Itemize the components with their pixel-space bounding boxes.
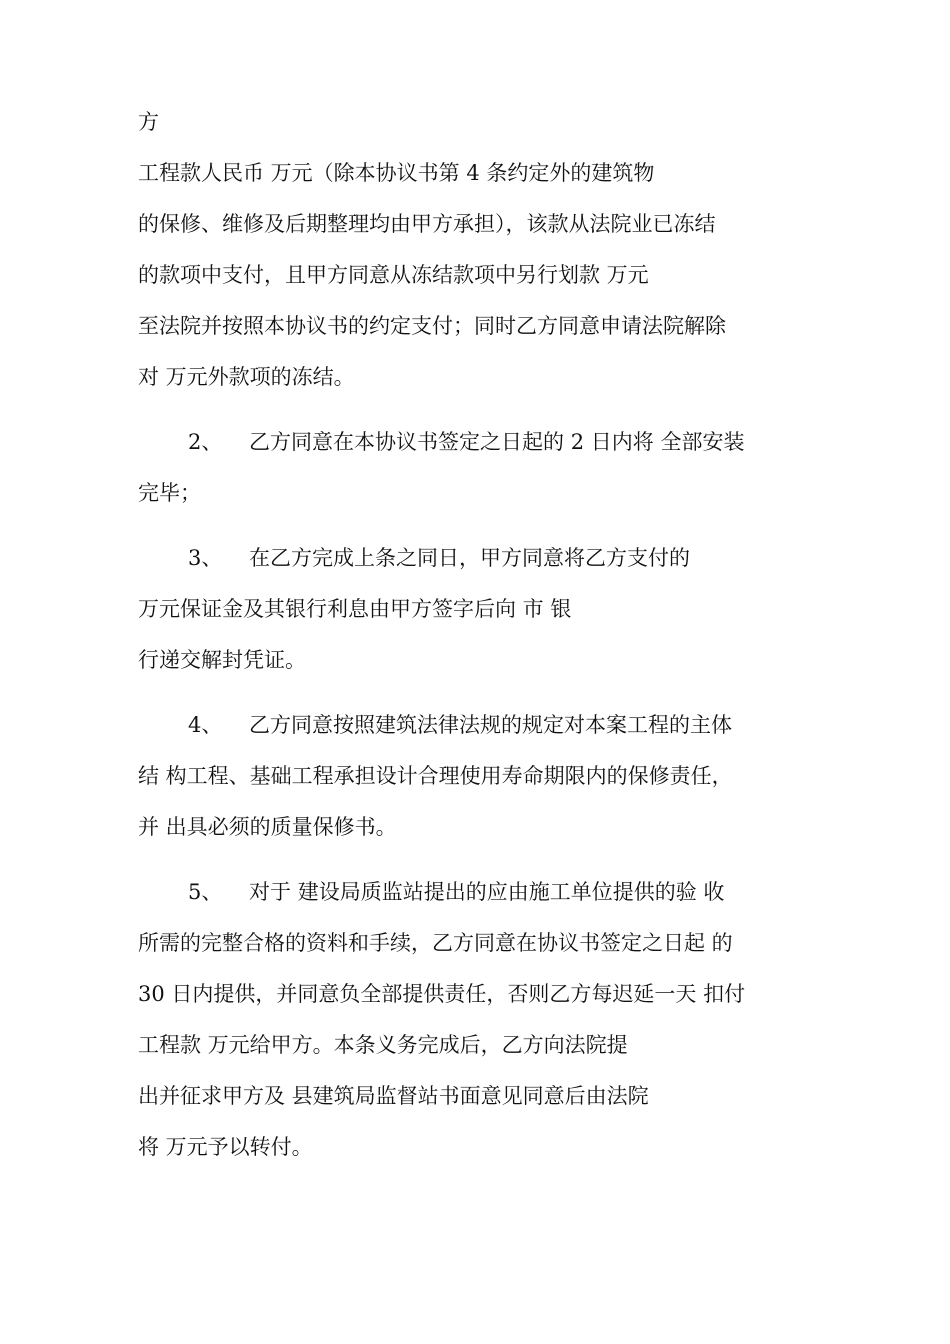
- clause-5-line: 5、 对于 建设局质监站提出的应由施工单位提供的验 收: [188, 880, 725, 904]
- text-line: 对 万元外款项的冻结。: [138, 365, 355, 389]
- text-line: 万元保证金及其银行利息由甲方签字后向 市 银: [138, 597, 572, 621]
- text-line: 工程款人民币 万元（除本协议书第 4 条约定外的建筑物: [138, 161, 655, 185]
- clause-4-line: 4、 乙方同意按照建筑法律法规的规定对本案工程的主体: [188, 713, 733, 737]
- clause-3-line: 3、 在乙方完成上条之同日，甲方同意将乙方支付的: [188, 546, 691, 570]
- text-line: 方: [138, 110, 159, 134]
- text-line: 的保修、维修及后期整理均由甲方承担），该款从法院业已冻结: [138, 212, 716, 236]
- text-line: 所需的完整合格的资料和手续，乙方同意在协议书签定之日起 的: [138, 931, 733, 955]
- text-line: 出并征求甲方及 县建筑局监督站书面意见同意后由法院: [138, 1084, 649, 1108]
- text-line: 行递交解封凭证。: [138, 648, 306, 672]
- text-line: 的款项中支付，且甲方同意从冻结款项中另行划款 万元: [138, 263, 649, 287]
- text-line: 30 日内提供，并同意负全部提供责任，否则乙方每迟延一天 扣付: [138, 982, 746, 1006]
- clause-2-line: 2、 乙方同意在本协议书签定之日起的 2 日内将 全部安装: [188, 430, 745, 454]
- text-line: 将 万元予以转付。: [138, 1135, 313, 1159]
- text-line: 并 出具必须的质量保修书。: [138, 815, 397, 839]
- text-line: 至法院并按照本协议书的约定支付；同时乙方同意申请法院解除: [138, 314, 726, 338]
- text-line: 工程款 万元给甲方。本条义务完成后，乙方向法院提: [138, 1033, 628, 1057]
- text-line: 结 构工程、基础工程承担设计合理使用寿命期限内的保修责任，: [138, 764, 733, 788]
- text-line: 完毕；: [138, 481, 201, 505]
